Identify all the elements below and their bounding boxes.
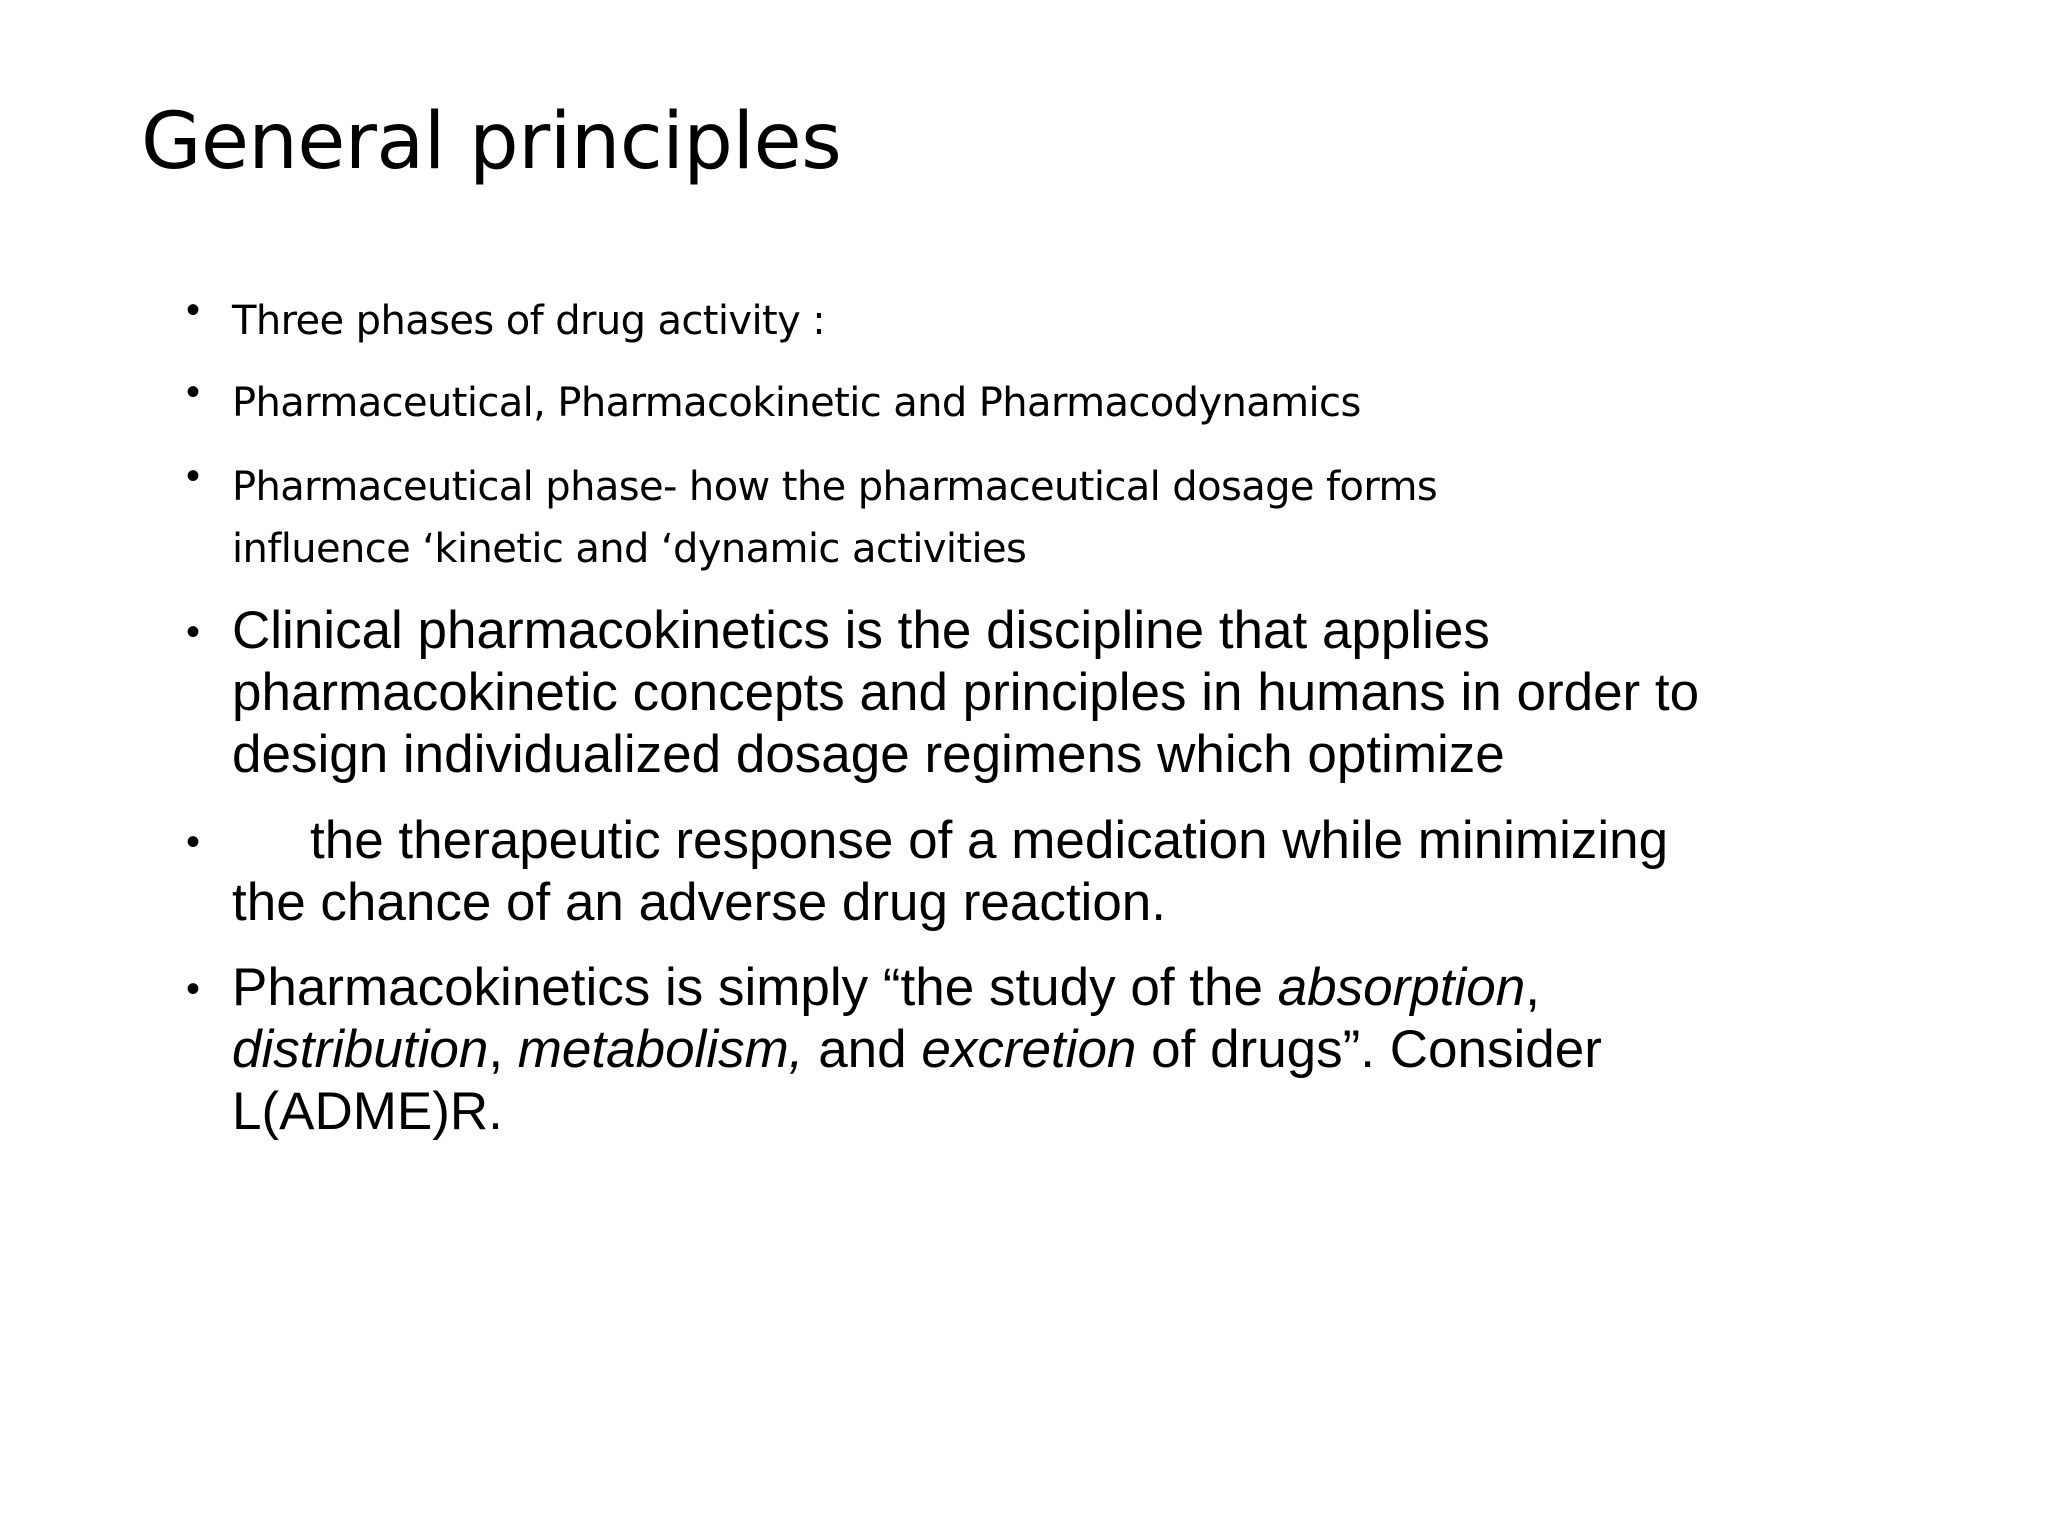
bullet-marker: • (186, 820, 201, 864)
bullet-line: influence ‘kinetic and ‘dynamic activities (232, 526, 1027, 572)
bullet-text (232, 372, 1361, 434)
bullet-marker: • (186, 967, 201, 1011)
bullet-text (232, 810, 1668, 934)
bullet-line: Clinical pharmacokinetics is the discipline that applies (232, 601, 1490, 660)
bullet-line: the chance of an adverse drug reaction. (232, 873, 1166, 932)
bullet-text (232, 456, 1437, 580)
emphasis-excretion: excretion (921, 1020, 1137, 1079)
text-run: and (803, 1020, 922, 1079)
bullet-line (232, 1019, 1602, 1081)
bullet-line: pharmacokinetic concepts and principles in humans in order to (232, 663, 1700, 722)
slide-title: General principles (141, 97, 842, 187)
text-run: , (488, 1020, 518, 1079)
bullet-line: L(ADME)R. (232, 1082, 503, 1141)
emphasis-absorption: absorption (1277, 958, 1526, 1017)
emphasis-metabolism: metabolism, (517, 1020, 804, 1079)
bullet-line: Pharmaceutical phase- how the pharmaceutical dosage forms (232, 464, 1438, 510)
bullet-text (232, 290, 825, 352)
bullet-text (232, 957, 1602, 1143)
bullet-line: the therapeutic response of a medication while minimizing (310, 811, 1669, 870)
bullet-line: design individualized dosage regimens which optimize (232, 725, 1505, 784)
bullet-marker: • (186, 370, 201, 414)
emphasis-distribution: distribution (232, 1020, 489, 1079)
bullet-text (232, 600, 1699, 786)
bullet-marker: • (186, 610, 201, 654)
bullet-line (232, 957, 1602, 1019)
text-run: Pharmacokinetics is simply “the study of the (232, 958, 1278, 1017)
text-run: , (1525, 958, 1540, 1017)
bullet-marker: • (186, 288, 201, 332)
text-run: of drugs”. Consider (1136, 1020, 1602, 1079)
bullet-marker: • (186, 454, 201, 498)
bullet-line: Three phases of drug activity : (232, 298, 826, 344)
bullet-line: Pharmaceutical, Pharmacokinetic and Pharmacodynamics (232, 380, 1361, 426)
